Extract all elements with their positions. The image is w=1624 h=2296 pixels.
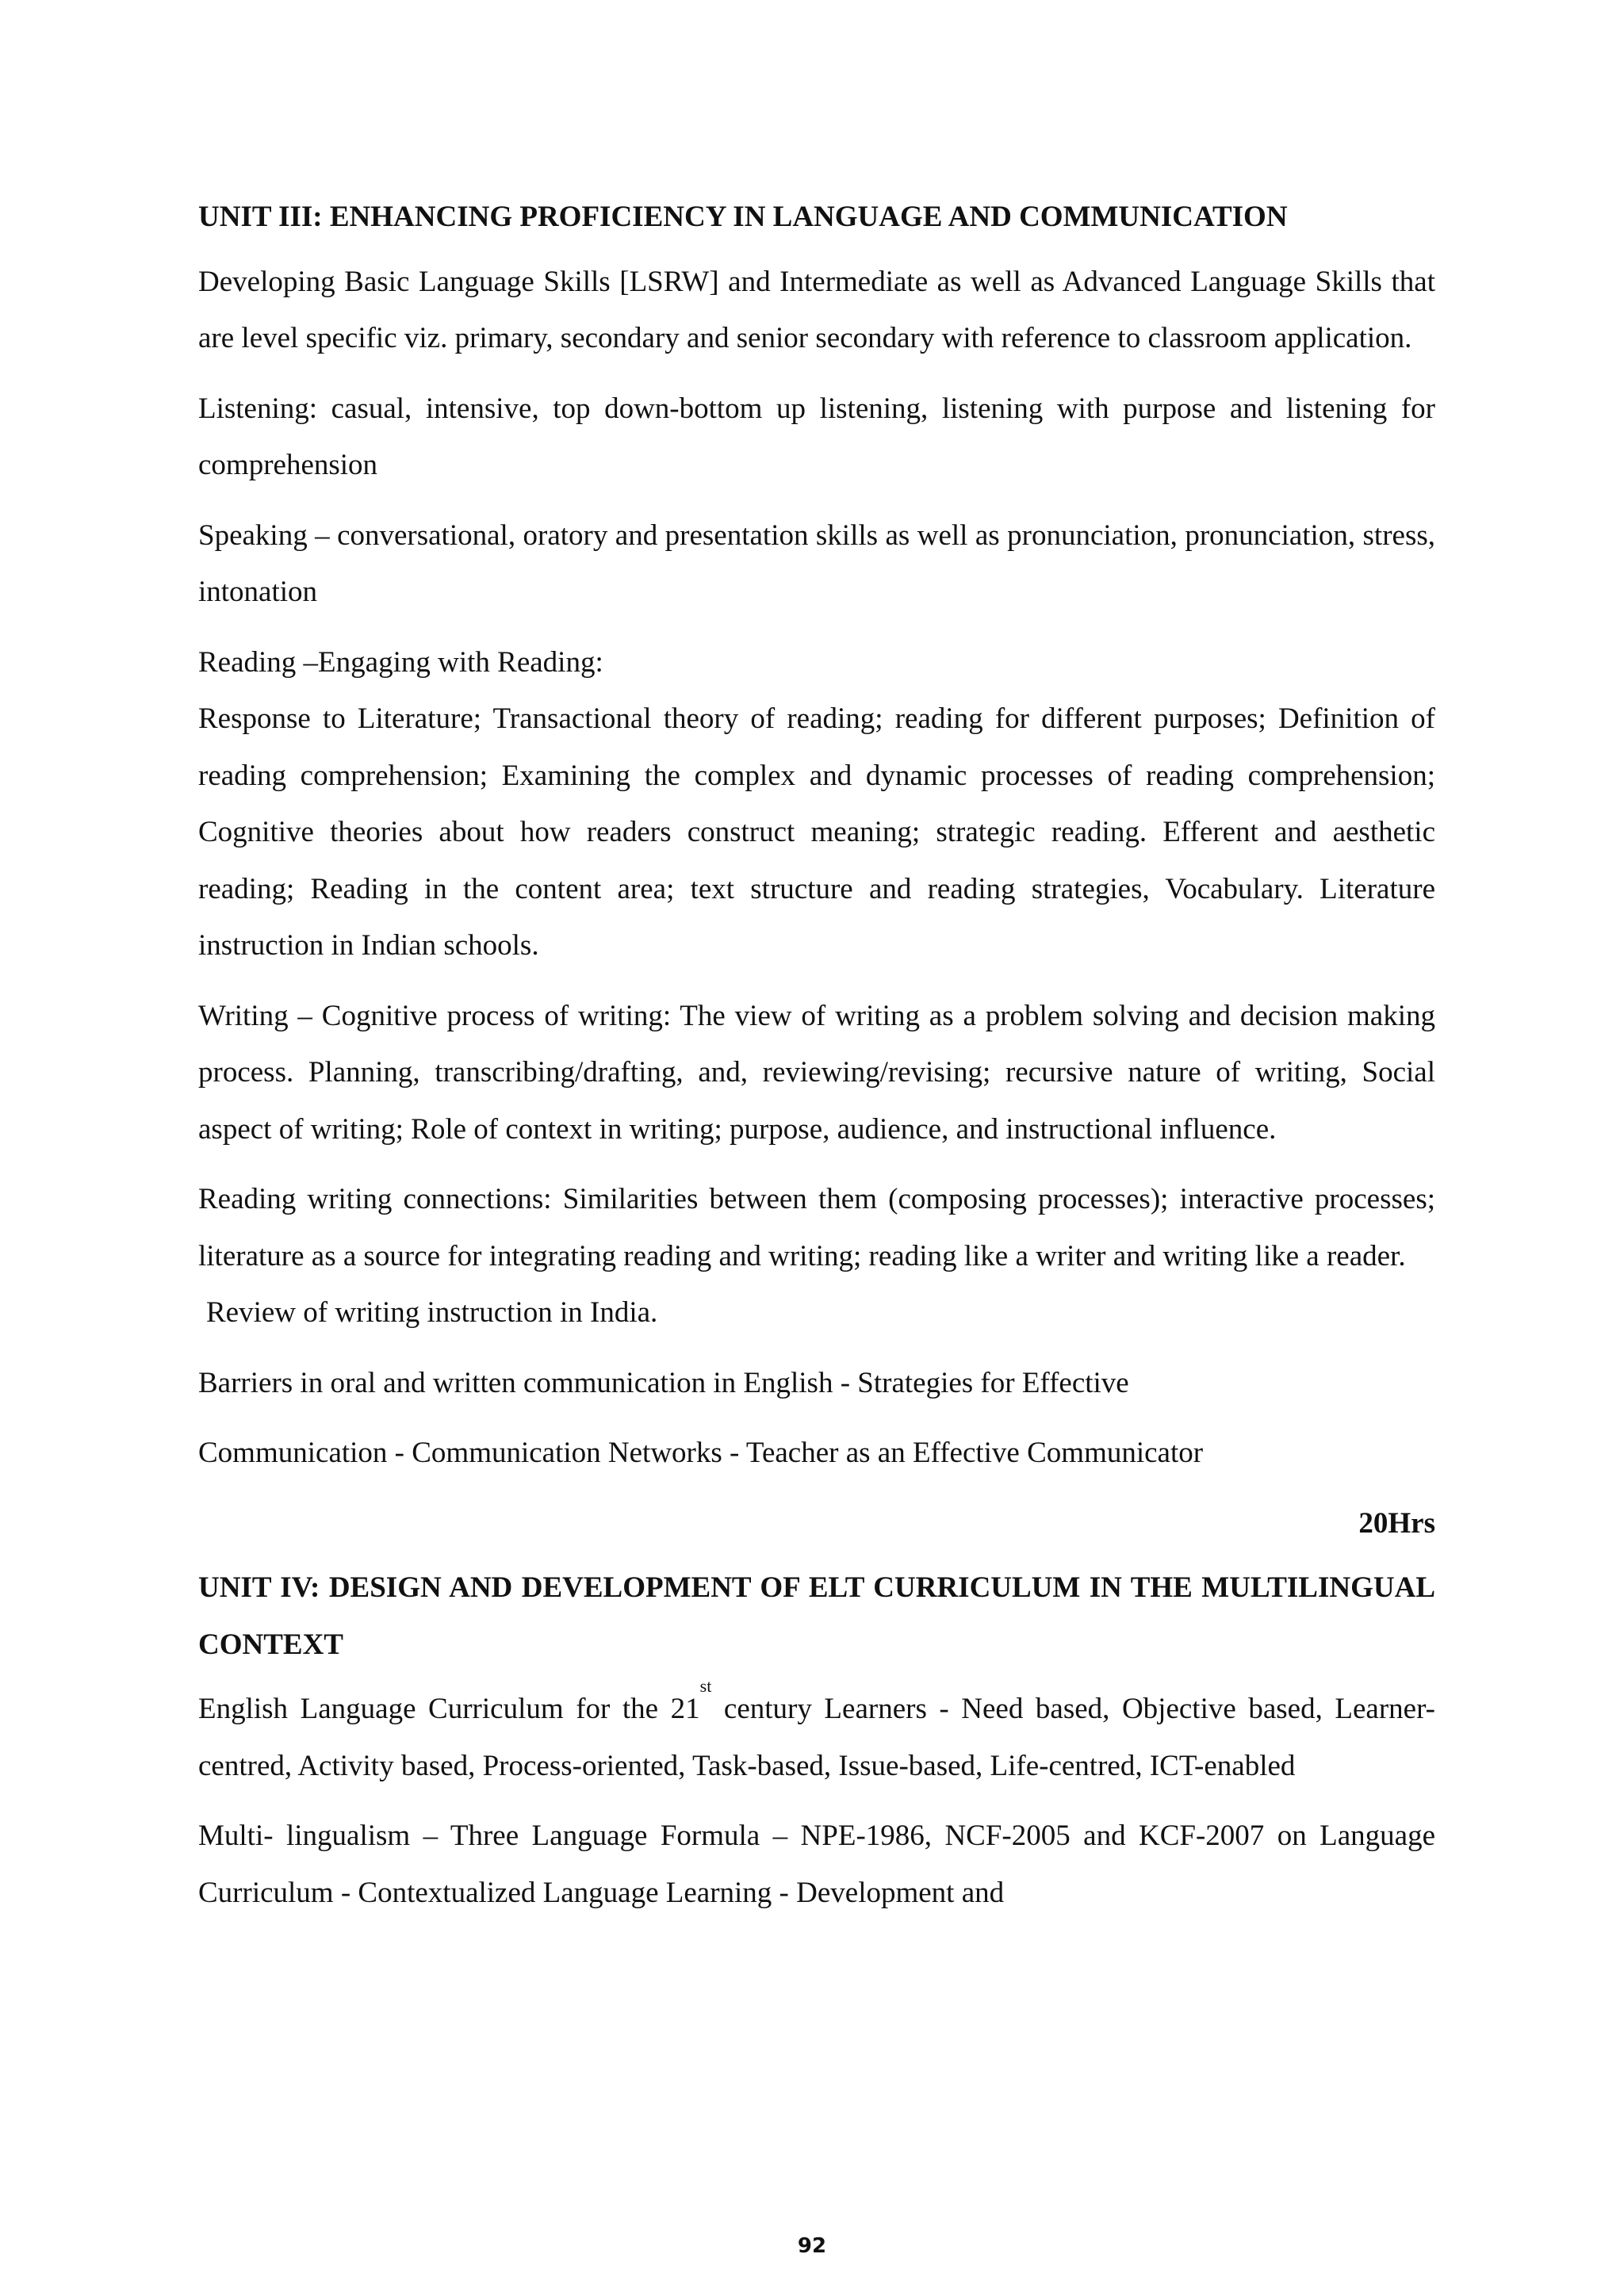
page-number: 92	[797, 2234, 827, 2258]
listening-paragraph: Listening: casual, intensive, top down-bottom up listening, listening with purpose and listening for comprehension	[198, 392, 1435, 481]
unit-3-heading: UNIT III: ENHANCING PROFICIENCY IN LANGUAGE AND COMMUNICATION	[198, 201, 1288, 233]
curriculum-text-end: century Learners - Need based, Objective based, Learner-centred, Activity based, Process-oriented, Task-based, Issue-based, Life-centred, ICT-enabled	[198, 1693, 1435, 1782]
barriers-line: Barriers in oral and written communication in English - Strategies for Effective	[198, 1366, 1129, 1399]
speaking-paragraph: Speaking – conversational, oratory and presentation skills as well as pronunciation, pronunciation, stress, intonation	[198, 519, 1435, 608]
curriculum-text-start: English Language Curriculum for the 21	[198, 1693, 700, 1725]
review-line: Review of writing instruction in India.	[206, 1296, 658, 1329]
communication-line: Communication - Communication Networks - Teacher as an Effective Communicator	[198, 1437, 1204, 1469]
unit-3-intro-paragraph: Developing Basic Language Skills [LSRW] and Intermediate as well as Advanced Language Skills that are level specific viz. primary, secondary and senior secondary with reference to classroom application.	[198, 265, 1435, 354]
curriculum-paragraph	[198, 1676, 1435, 1794]
document-page	[198, 189, 1435, 1934]
multilingualism-paragraph: Multi- lingualism – Three Language Formula – NPE-1986, NCF-2005 and KCF-2007 on Language Curriculum - Contextualized Language Learning - Development and	[198, 1820, 1435, 1909]
unit-3-hours: 20Hrs	[1358, 1506, 1435, 1540]
reading-title: Reading –Engaging with Reading:	[198, 645, 603, 679]
unit-4-heading: UNIT IV: DESIGN AND DEVELOPMENT OF ELT CURRICULUM IN THE MULTILINGUAL CONTEXT	[198, 1571, 1435, 1661]
reading-paragraph: Response to Literature; Transactional theory of reading; reading for different purposes; Definition of reading comprehension; Examining the complex and dynamic processes of reading comprehension; Cognitive theories about how readers construct meaning; strategic reading. Efferent and aesthetic reading; Reading in the content area; text structure and reading strategies, Vocabulary. Literature instruction in Indian schools.	[198, 702, 1435, 962]
superscript-st: st	[699, 1676, 712, 1696]
writing-paragraph: Writing – Cognitive process of writing: The view of writing as a problem solving and decision making process. Planning, transcribing/drafting, and, reviewing/revising; recursive nature of writing, Social aspect of writing; Role of context in writing; purpose, audience, and instructional influence.	[198, 999, 1435, 1146]
reading-writing-paragraph: Reading writing connections: Similarities between them (composing processes); interactive processes; literature as a source for integrating reading and writing; reading like a writer and writing like a reader.	[198, 1183, 1435, 1272]
